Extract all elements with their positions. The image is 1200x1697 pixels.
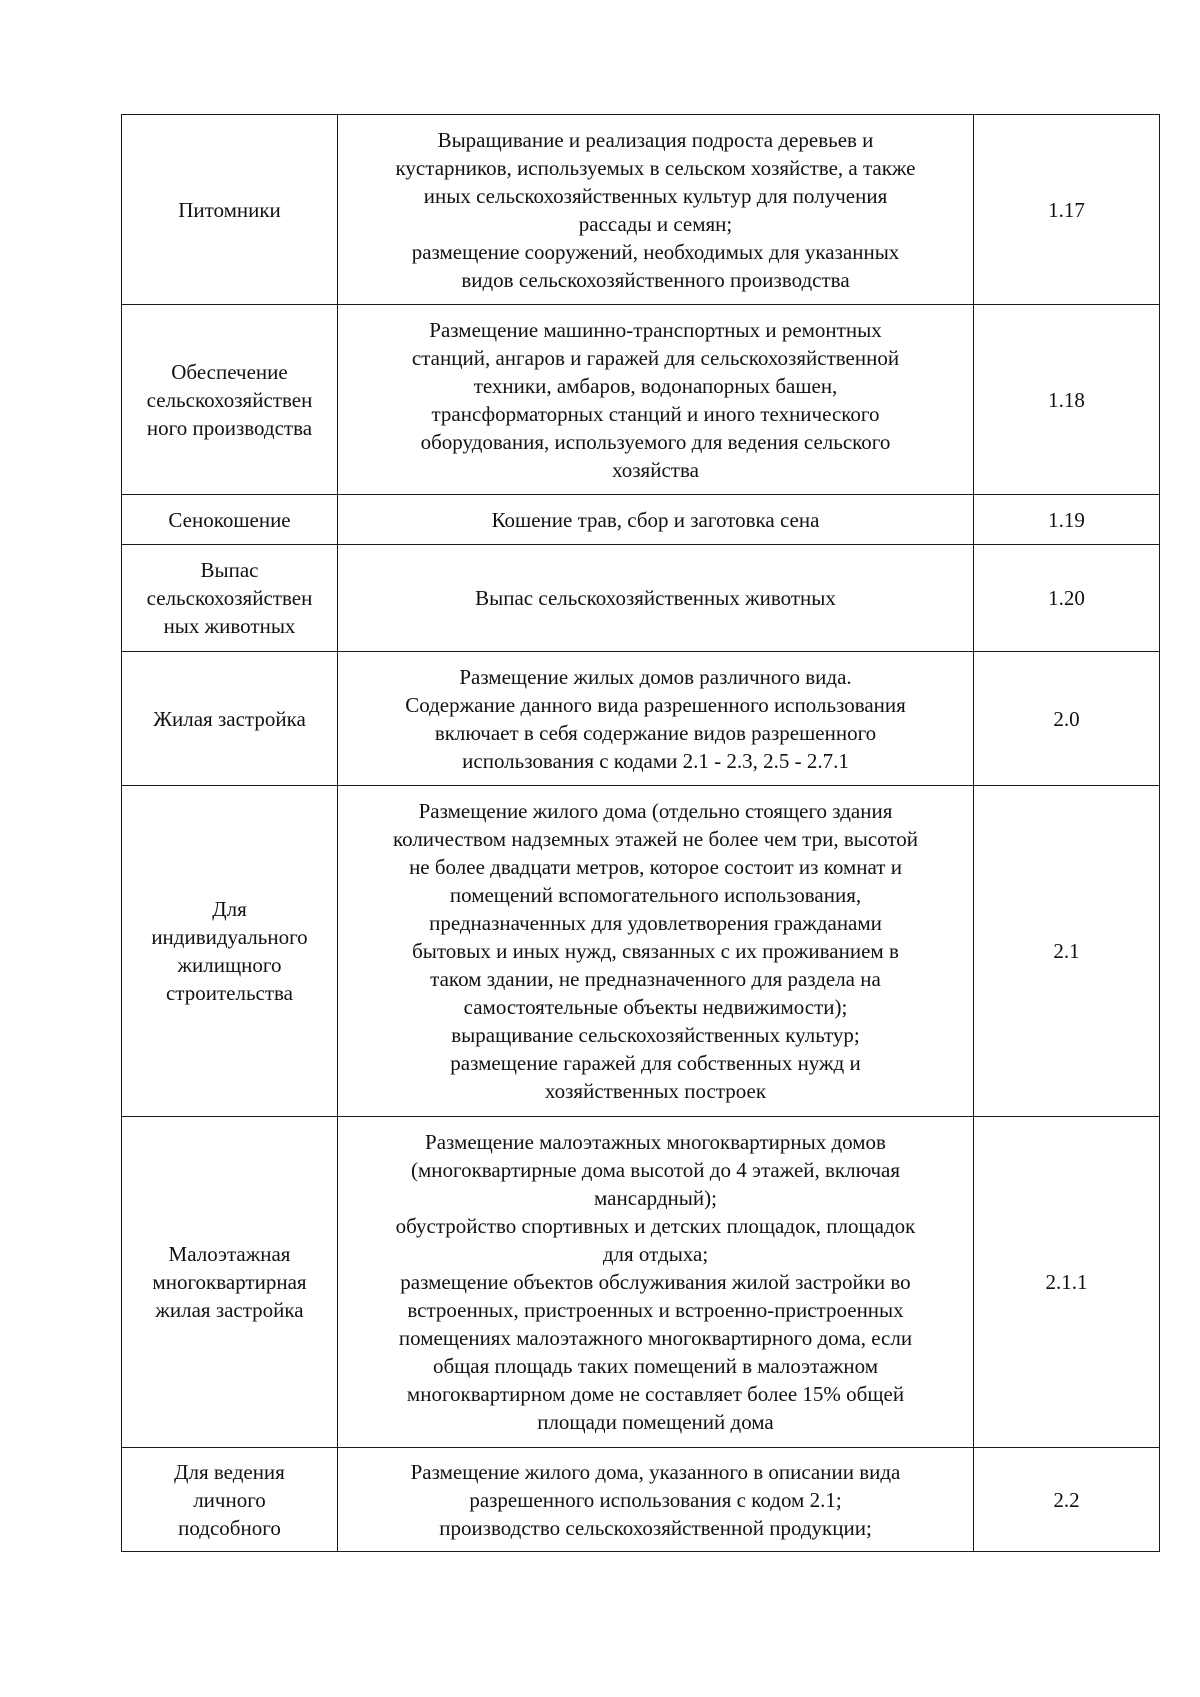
description-line: Размещение жилого дома (отдельно стоящего здания [418,799,893,823]
use-code-cell [974,305,1160,495]
use-code-cell [974,1117,1160,1448]
description-line: самостоятельные объекты недвижимости); [463,995,848,1019]
use-name-line: сельскохозяйствен [146,387,313,412]
use-name-cell [122,652,338,786]
description-line: Выпас сельскохозяйственных животных [475,586,836,610]
table-row [122,495,1160,545]
use-code-cell [974,786,1160,1117]
use-name-line: Малоэтажная [168,1242,291,1266]
use-name-cell [122,1117,338,1448]
description-line: помещениях малоэтажного многоквартирного дома, если [398,1326,913,1350]
use-name-cell [122,495,338,545]
use-description-cell [338,652,974,786]
description-line: включает в себя содержание видов разрешенного [434,720,877,745]
use-code-cell [974,1448,1160,1552]
description-line: Размещение машинно-транспортных и ремонтных [429,317,882,342]
description-line: Выращивание и реализация подроста деревьев и [437,127,874,152]
description-line: (многоквартирные дома высотой до 4 этажей, включая [410,1158,901,1182]
description-line: размещение объектов обслуживания жилой застройки во [400,1270,911,1294]
use-name-cell [122,545,338,652]
use-name-line: Обеспечение [171,359,288,384]
description-line: иных сельскохозяйственных культур для получения [423,183,888,208]
use-code-cell [974,495,1160,545]
use-name-cell [122,115,338,305]
description-line: Размещение жилого дома, указанного в описании вида [410,1459,901,1484]
description-line: производство сельскохозяйственной продукции; [439,1515,872,1540]
use-name: Сенокошение [168,507,291,532]
use-name-line: строительства [165,981,293,1005]
use-name-line: сельскохозяйствен [146,586,313,610]
description-line: кустарников, используемых в сельском хозяйстве, а также [395,155,916,180]
use-name-cell [122,305,338,495]
use-name-line: жилищного [177,953,282,977]
use-code: 1.20 [1048,586,1085,610]
table-row [122,1448,1160,1552]
use-name-line: ного производства [146,415,313,440]
table-row [122,1117,1160,1448]
description-line: размещение сооружений, необходимых для указанных [411,239,900,264]
description-line: количеством надземных этажей не более чем три, высотой [392,827,919,851]
table-row [122,305,1160,495]
use-code: 2.2 [1053,1487,1080,1512]
description-line: таком здании, не предназначенного для раздела на [430,967,881,991]
use-name-line: Для ведения [174,1459,285,1484]
use-name-line: индивидуального [151,925,308,949]
use-name: Жилая застройка [153,706,306,731]
use-description-cell [338,305,974,495]
use-description-cell [338,545,974,652]
use-name: Питомники [178,197,281,222]
description-line: станций, ангаров и гаражей для сельскохозяйственной [411,345,900,370]
use-name-line: жилая застройка [155,1298,304,1322]
use-description-cell [338,1117,974,1448]
use-name-line: подсобного [178,1515,281,1540]
use-code: 1.18 [1048,387,1085,412]
description-line: не более двадцати метров, которое состоит из комнат и [409,855,902,879]
description-line: Кошение трав, сбор и заготовка сена [491,507,820,532]
description-line: хозяйства [612,457,699,482]
use-code: 1.17 [1048,197,1085,222]
use-code-cell [974,115,1160,305]
table-row [122,652,1160,786]
description-line: предназначенных для удовлетворения гражданами [429,911,882,935]
use-name-cell [122,786,338,1117]
description-line: для отдыха; [602,1242,709,1266]
description-line: бытовых и иных нужд, связанных с их проживанием в [412,939,899,963]
description-line: встроенных, пристроенных и встроенно-пристроенных [407,1298,904,1322]
description-line: размещение гаражей для собственных нужд и [450,1051,861,1075]
table-row [122,786,1160,1117]
description-line: площади помещений дома [537,1410,774,1434]
use-name-line: Выпас [200,558,259,582]
description-line: разрешенного использования с кодом 2.1; [469,1487,842,1512]
use-name-cell [122,1448,338,1552]
description-line: Содержание данного вида разрешенного использования [405,692,906,717]
description-line: общая площадь таких помещений в малоэтажном [432,1354,879,1378]
use-code: 2.1 [1053,939,1080,963]
description-line: использования с кодами 2.1 - 2.3, 2.5 - 2.7.1 [462,748,849,773]
description-line: рассады и семян; [578,211,733,236]
use-name-line: личного [193,1487,266,1512]
description-line: обустройство спортивных и детских площадок, площадок [395,1214,916,1238]
use-name-line: ных животных [163,614,296,638]
description-line: видов сельскохозяйственного производства [461,267,850,292]
use-code-cell [974,545,1160,652]
description-line: трансформаторных станций и иного технического [431,401,880,426]
use-name-line: Для [212,897,247,921]
use-code: 2.0 [1053,706,1080,731]
use-code: 1.19 [1048,507,1085,532]
description-line: мансардный); [594,1186,717,1210]
use-description-cell [338,115,974,305]
use-description-cell [338,786,974,1117]
use-code-cell [974,652,1160,786]
use-description-cell [338,1448,974,1552]
table-row [122,115,1160,305]
use-code: 2.1.1 [1045,1270,1088,1294]
description-line: многоквартирном доме не составляет более 15% общей [406,1382,905,1406]
use-description-cell [338,495,974,545]
description-line: помещений вспомогательного использования, [449,883,862,907]
description-line: выращивание сельскохозяйственных культур; [451,1023,860,1047]
description-line: хозяйственных построек [544,1079,767,1103]
use-name-line: многоквартирная [152,1270,307,1294]
land-use-table [121,114,1160,1552]
description-line: Размещение жилых домов различного вида. [459,664,852,689]
description-line: Размещение малоэтажных многоквартирных домов [425,1130,886,1154]
table-body [122,115,1160,1552]
table-row [122,545,1160,652]
description-line: техники, амбаров, водонапорных башен, [473,373,838,398]
description-line: оборудования, используемого для ведения сельского [420,429,891,454]
